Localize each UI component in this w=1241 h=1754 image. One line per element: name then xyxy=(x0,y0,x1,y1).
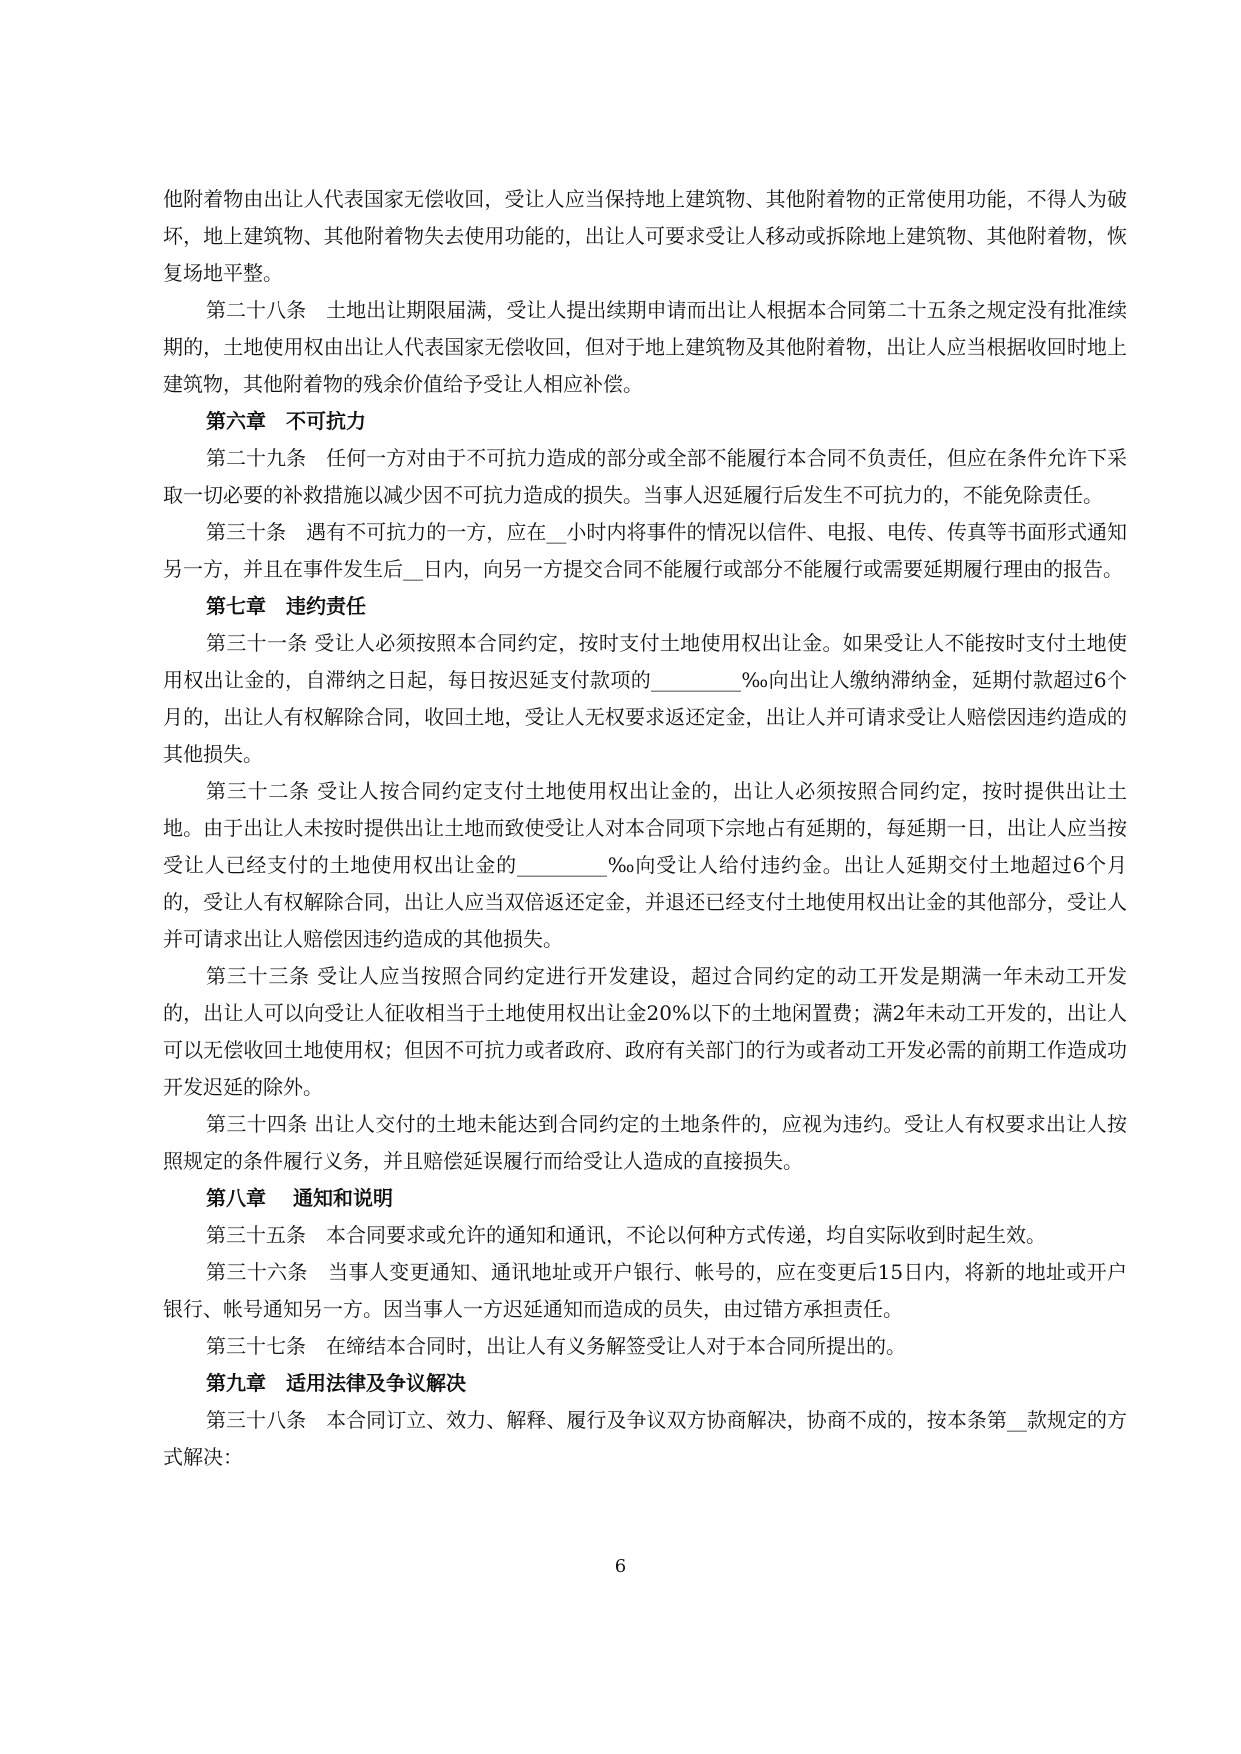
article-37: 第三十七条 在缔结本合同时，出让人有义务解签受让人对于本合同所提出的。 xyxy=(206,1334,906,1358)
article-36: 第三十六条 当事人变更通知、通讯地址或开户银行、帐号的，应在变更后15日内，将新的地址或开户银行、帐号通知另一方。因当事人一方迟延通知而造成的员失，由过错方承担责任。 xyxy=(163,1260,1127,1321)
article-33: 第三十三条 受让人应当按照合同约定进行开发建设，超过合同约定的动工开发是期满一年未动工开发的，出让人可以向受让人征收相当于土地使用权出让金20%以下的土地闲置费；满2年未动工开发的，出让人可以无偿收回土地使用权；但因不可抗力或者政府、政府有关部门的行为或者动工开发必需的前期工作造成功开发迟延的除外。 xyxy=(163,964,1127,1099)
paragraph-continued: 他附着物由出让人代表国家无偿收回，受让人应当保持地上建筑物、其他附着物的正常使用功能，不得人为破坏，地上建筑物、其他附着物失去使用功能的，出让人可要求受让人移动或拆除地上建筑物、其他附着物，恢复场地平整。 xyxy=(163,187,1127,285)
chapter-8-heading: 第八章 通知和说明 xyxy=(206,1186,393,1210)
article-38: 第三十八条 本合同订立、效力、解释、履行及争议双方协商解决，协商不成的，按本条第__款规定的方式解决： xyxy=(163,1408,1127,1469)
chapter-6-heading: 第六章 不可抗力 xyxy=(206,409,366,433)
document-page xyxy=(163,181,1127,1476)
page-number: 6 xyxy=(614,1556,627,1577)
article-35: 第三十五条 本合同要求或允许的通知和通讯，不论以何种方式传递，均自实际收到时起生效。 xyxy=(206,1223,1046,1247)
chapter-9-heading: 第九章 适用法律及争议解决 xyxy=(206,1371,466,1395)
article-30: 第三十条 遇有不可抗力的一方，应在__小时内将事件的情况以信件、电报、电传、传真等书面形式通知另一方，并且在事件发生后__日内，向另一方提交合同不能履行或部分不能履行或需要延期履行理由的报告。 xyxy=(163,520,1127,581)
article-32: 第三十二条 受让人按合同约定支付土地使用权出让金的，出让人必须按照合同约定，按时提供出让土地。由于出让人未按时提供出让土地而致使受让人对本合同项下宗地占有延期的，每延期一日，出让人应当按受让人已经支付的土地使用权出让金的_________‰向受让人给付违约金。出让人延期交付土地超过6个月的，受让人有权解除合同，出让人应当双倍返还定金，并退还已经支付土地使用权出让金的其他部分，受让人并可请求出让人赔偿因违约造成的其他损失。 xyxy=(163,779,1127,951)
article-29: 第二十九条 任何一方对由于不可抗力造成的部分或全部不能履行本合同不负责任，但应在条件允许下采取一切必要的补救措施以减少因不可抗力造成的损失。当事人迟延履行后发生不可抗力的，不能免除责任。 xyxy=(163,446,1127,507)
article-31: 第三十一条 受让人必须按照本合同约定，按时支付土地使用权出让金。如果受让人不能按时支付土地使用权出让金的，自滞纳之日起，每日按迟延支付款项的_________‰向出让人缴纳滞纳金，延期付款超过6个月的，出让人有权解除合同，收回土地，受让人无权要求返还定金，出让人并可请求受让人赔偿因违约造成的其他损失。 xyxy=(163,631,1127,766)
article-34: 第三十四条 出让人交付的土地未能达到合同约定的土地条件的，应视为违约。受让人有权要求出让人按照规定的条件履行义务，并且赔偿延误履行而给受让人造成的直接损失。 xyxy=(163,1112,1127,1173)
article-28: 第二十八条 土地出让期限届满，受让人提出续期申请而出让人根据本合同第二十五条之规定没有批准续期的，土地使用权由出让人代表国家无偿收回，但对于地上建筑物及其他附着物，出让人应当根据收回时地上建筑物，其他附着物的残余价值给予受让人相应补偿。 xyxy=(163,298,1127,396)
chapter-7-heading: 第七章 违约责任 xyxy=(206,594,366,618)
